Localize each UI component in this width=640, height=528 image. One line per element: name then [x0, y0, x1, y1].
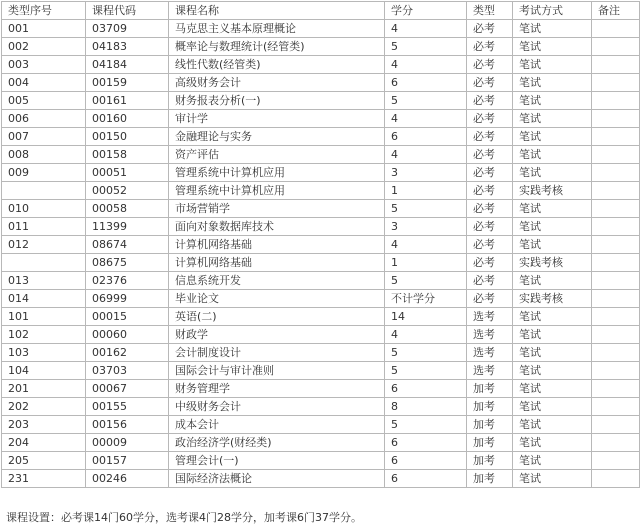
cell-remarks: [592, 128, 640, 146]
cell-course-code: 08675: [86, 254, 169, 272]
cell-type-no: 204: [2, 434, 86, 452]
cell-course-name: 高级财务会计: [169, 74, 385, 92]
cell-course-name: 财务管理学: [169, 380, 385, 398]
cell-exam-method: 笔试: [513, 434, 592, 452]
cell-type-no: 102: [2, 326, 86, 344]
cell-credits: 5: [385, 344, 467, 362]
table-row: [2, 146, 640, 164]
cell-credits: 4: [385, 20, 467, 38]
table-row: [2, 308, 640, 326]
cell-course-code: 00246: [86, 470, 169, 488]
cell-type: 必考: [467, 164, 513, 182]
cell-type-no: 002: [2, 38, 86, 56]
cell-course-code: 06999: [86, 290, 169, 308]
cell-exam-method: 笔试: [513, 344, 592, 362]
header-type: 类型: [467, 2, 513, 20]
table-row: [2, 56, 640, 74]
cell-course-name: 资产评估: [169, 146, 385, 164]
cell-remarks: [592, 434, 640, 452]
cell-remarks: [592, 74, 640, 92]
table-row: [2, 254, 640, 272]
cell-exam-method: 笔试: [513, 272, 592, 290]
cell-type-no: 005: [2, 92, 86, 110]
cell-type-no: 104: [2, 362, 86, 380]
cell-course-name: 面向对象数据库技术: [169, 218, 385, 236]
cell-remarks: [592, 398, 640, 416]
header-type-no: 类型序号: [2, 2, 86, 20]
cell-exam-method: 笔试: [513, 164, 592, 182]
cell-course-code: 00162: [86, 344, 169, 362]
table-row: [2, 470, 640, 488]
cell-type: 必考: [467, 182, 513, 200]
cell-type: 必考: [467, 20, 513, 38]
cell-course-code: 08674: [86, 236, 169, 254]
cell-type: 必考: [467, 218, 513, 236]
cell-exam-method: 笔试: [513, 416, 592, 434]
cell-type-no: 103: [2, 344, 86, 362]
cell-course-code: 00160: [86, 110, 169, 128]
table-row: [2, 344, 640, 362]
table-row: [2, 326, 640, 344]
cell-credits: 4: [385, 110, 467, 128]
cell-remarks: [592, 344, 640, 362]
cell-credits: 不计学分: [385, 290, 467, 308]
cell-type: 选考: [467, 344, 513, 362]
cell-course-name: 审计学: [169, 110, 385, 128]
cell-credits: 1: [385, 254, 467, 272]
cell-type-no: 007: [2, 128, 86, 146]
cell-exam-method: 笔试: [513, 308, 592, 326]
cell-course-code: 00051: [86, 164, 169, 182]
cell-course-code: 00009: [86, 434, 169, 452]
cell-course-name: 管理系统中计算机应用: [169, 164, 385, 182]
cell-course-name: 线性代数(经管类): [169, 56, 385, 74]
table-row: [2, 290, 640, 308]
cell-type: 必考: [467, 254, 513, 272]
cell-course-code: 00015: [86, 308, 169, 326]
cell-credits: 3: [385, 218, 467, 236]
cell-credits: 5: [385, 92, 467, 110]
cell-exam-method: 笔试: [513, 128, 592, 146]
cell-exam-method: 笔试: [513, 92, 592, 110]
cell-credits: 6: [385, 470, 467, 488]
cell-type-no: [2, 182, 86, 200]
cell-type: 选考: [467, 308, 513, 326]
cell-course-code: 04184: [86, 56, 169, 74]
table-row: [2, 38, 640, 56]
cell-type-no: 004: [2, 74, 86, 92]
cell-exam-method: 笔试: [513, 218, 592, 236]
cell-exam-method: 实践考核: [513, 182, 592, 200]
cell-credits: 5: [385, 362, 467, 380]
table-row: [2, 128, 640, 146]
cell-course-name: 管理系统中计算机应用: [169, 182, 385, 200]
cell-remarks: [592, 38, 640, 56]
header-exam-method: 考试方式: [513, 2, 592, 20]
table-row: [2, 434, 640, 452]
cell-type: 加考: [467, 398, 513, 416]
table-row: [2, 452, 640, 470]
cell-remarks: [592, 326, 640, 344]
cell-remarks: [592, 290, 640, 308]
header-remarks: 备注: [592, 2, 640, 20]
cell-exam-method: 笔试: [513, 146, 592, 164]
cell-type-no: 012: [2, 236, 86, 254]
cell-remarks: [592, 20, 640, 38]
cell-course-name: 会计制度设计: [169, 344, 385, 362]
header-course-name: 课程名称: [169, 2, 385, 20]
cell-remarks: [592, 362, 640, 380]
cell-credits: 4: [385, 146, 467, 164]
cell-credits: 6: [385, 434, 467, 452]
cell-type: 加考: [467, 452, 513, 470]
cell-course-code: 00161: [86, 92, 169, 110]
cell-course-code: 03703: [86, 362, 169, 380]
cell-type: 选考: [467, 326, 513, 344]
cell-course-name: 信息系统开发: [169, 272, 385, 290]
cell-course-name: 市场营销学: [169, 200, 385, 218]
cell-course-name: 毕业论文: [169, 290, 385, 308]
table-row: [2, 110, 640, 128]
cell-remarks: [592, 416, 640, 434]
cell-credits: 4: [385, 56, 467, 74]
cell-remarks: [592, 146, 640, 164]
cell-exam-method: 实践考核: [513, 254, 592, 272]
cell-type-no: 001: [2, 20, 86, 38]
cell-course-code: 00157: [86, 452, 169, 470]
cell-type: 加考: [467, 416, 513, 434]
cell-course-name: 成本会计: [169, 416, 385, 434]
table-row: [2, 416, 640, 434]
cell-exam-method: 笔试: [513, 110, 592, 128]
course-table: [1, 1, 640, 488]
cell-type: 必考: [467, 272, 513, 290]
cell-type-no: 203: [2, 416, 86, 434]
table-body: [2, 20, 640, 488]
cell-course-code: 00058: [86, 200, 169, 218]
cell-course-name: 概率论与数理统计(经管类): [169, 38, 385, 56]
cell-type-no: 014: [2, 290, 86, 308]
cell-course-name: 计算机网络基础: [169, 236, 385, 254]
cell-exam-method: 笔试: [513, 236, 592, 254]
footer-note: 课程设置：必考课14门60学分，选考课4门28学分，加考课6门37学分。: [6, 511, 362, 524]
cell-course-code: 11399: [86, 218, 169, 236]
cell-type: 必考: [467, 110, 513, 128]
cell-remarks: [592, 218, 640, 236]
cell-type: 必考: [467, 128, 513, 146]
cell-exam-method: 笔试: [513, 398, 592, 416]
cell-course-code: 00159: [86, 74, 169, 92]
cell-credits: 6: [385, 452, 467, 470]
cell-remarks: [592, 452, 640, 470]
cell-type: 加考: [467, 434, 513, 452]
cell-credits: 1: [385, 182, 467, 200]
header-credits: 学分: [385, 2, 467, 20]
cell-remarks: [592, 56, 640, 74]
cell-type: 必考: [467, 38, 513, 56]
cell-credits: 6: [385, 128, 467, 146]
cell-remarks: [592, 380, 640, 398]
table-row: [2, 74, 640, 92]
cell-type: 加考: [467, 470, 513, 488]
table-header: [2, 2, 640, 20]
cell-remarks: [592, 164, 640, 182]
cell-remarks: [592, 182, 640, 200]
cell-course-name: 马克思主义基本原理概论: [169, 20, 385, 38]
cell-credits: 4: [385, 236, 467, 254]
cell-type: 选考: [467, 362, 513, 380]
table-row: [2, 92, 640, 110]
cell-type: 必考: [467, 74, 513, 92]
cell-course-name: 中级财务会计: [169, 398, 385, 416]
cell-exam-method: 笔试: [513, 380, 592, 398]
cell-type-no: 013: [2, 272, 86, 290]
cell-type: 必考: [467, 56, 513, 74]
cell-remarks: [592, 200, 640, 218]
cell-course-name: 管理会计(一): [169, 452, 385, 470]
cell-type: 加考: [467, 380, 513, 398]
cell-type-no: [2, 254, 86, 272]
cell-type: 必考: [467, 236, 513, 254]
cell-type-no: 010: [2, 200, 86, 218]
cell-course-name: 国际经济法概论: [169, 470, 385, 488]
table-row: [2, 272, 640, 290]
cell-type-no: 205: [2, 452, 86, 470]
cell-credits: 3: [385, 164, 467, 182]
cell-type: 必考: [467, 200, 513, 218]
cell-credits: 5: [385, 38, 467, 56]
table-row: [2, 20, 640, 38]
cell-course-name: 财政学: [169, 326, 385, 344]
cell-exam-method: 笔试: [513, 56, 592, 74]
table-row: [2, 236, 640, 254]
cell-credits: 5: [385, 200, 467, 218]
cell-course-code: 04183: [86, 38, 169, 56]
table-row: [2, 218, 640, 236]
cell-credits: 8: [385, 398, 467, 416]
cell-remarks: [592, 272, 640, 290]
cell-credits: 6: [385, 74, 467, 92]
cell-course-code: 00060: [86, 326, 169, 344]
cell-course-code: 03709: [86, 20, 169, 38]
cell-type-no: 202: [2, 398, 86, 416]
cell-course-code: 00067: [86, 380, 169, 398]
cell-type-no: 008: [2, 146, 86, 164]
cell-exam-method: 实践考核: [513, 290, 592, 308]
cell-type-no: 003: [2, 56, 86, 74]
cell-course-name: 政治经济学(财经类): [169, 434, 385, 452]
cell-type-no: 009: [2, 164, 86, 182]
cell-remarks: [592, 254, 640, 272]
cell-course-name: 金融理论与实务: [169, 128, 385, 146]
cell-remarks: [592, 308, 640, 326]
cell-remarks: [592, 236, 640, 254]
cell-type-no: 101: [2, 308, 86, 326]
cell-course-name: 财务报表分析(一): [169, 92, 385, 110]
cell-type: 必考: [467, 92, 513, 110]
cell-course-name: 计算机网络基础: [169, 254, 385, 272]
cell-course-name: 国际会计与审计准则: [169, 362, 385, 380]
cell-exam-method: 笔试: [513, 74, 592, 92]
table-row: [2, 380, 640, 398]
cell-credits: 6: [385, 380, 467, 398]
cell-remarks: [592, 110, 640, 128]
cell-exam-method: 笔试: [513, 362, 592, 380]
table-row: [2, 164, 640, 182]
cell-exam-method: 笔试: [513, 20, 592, 38]
cell-course-code: 00052: [86, 182, 169, 200]
cell-course-code: 00155: [86, 398, 169, 416]
table-row: [2, 398, 640, 416]
cell-type-no: 201: [2, 380, 86, 398]
cell-credits: 5: [385, 416, 467, 434]
cell-exam-method: 笔试: [513, 200, 592, 218]
cell-course-name: 英语(二): [169, 308, 385, 326]
cell-type-no: 011: [2, 218, 86, 236]
cell-course-code: 00156: [86, 416, 169, 434]
cell-exam-method: 笔试: [513, 470, 592, 488]
cell-course-code: 00158: [86, 146, 169, 164]
cell-exam-method: 笔试: [513, 38, 592, 56]
cell-remarks: [592, 92, 640, 110]
cell-type: 必考: [467, 146, 513, 164]
cell-credits: 4: [385, 326, 467, 344]
cell-course-code: 02376: [86, 272, 169, 290]
cell-credits: 14: [385, 308, 467, 326]
header-course-code: 课程代码: [86, 2, 169, 20]
cell-type-no: 231: [2, 470, 86, 488]
table-row: [2, 200, 640, 218]
table-row: [2, 362, 640, 380]
cell-exam-method: 笔试: [513, 326, 592, 344]
cell-course-code: 00150: [86, 128, 169, 146]
cell-type-no: 006: [2, 110, 86, 128]
header-row: [2, 2, 640, 20]
table-row: [2, 182, 640, 200]
cell-credits: 5: [385, 272, 467, 290]
cell-exam-method: 笔试: [513, 452, 592, 470]
cell-type: 必考: [467, 290, 513, 308]
cell-remarks: [592, 470, 640, 488]
